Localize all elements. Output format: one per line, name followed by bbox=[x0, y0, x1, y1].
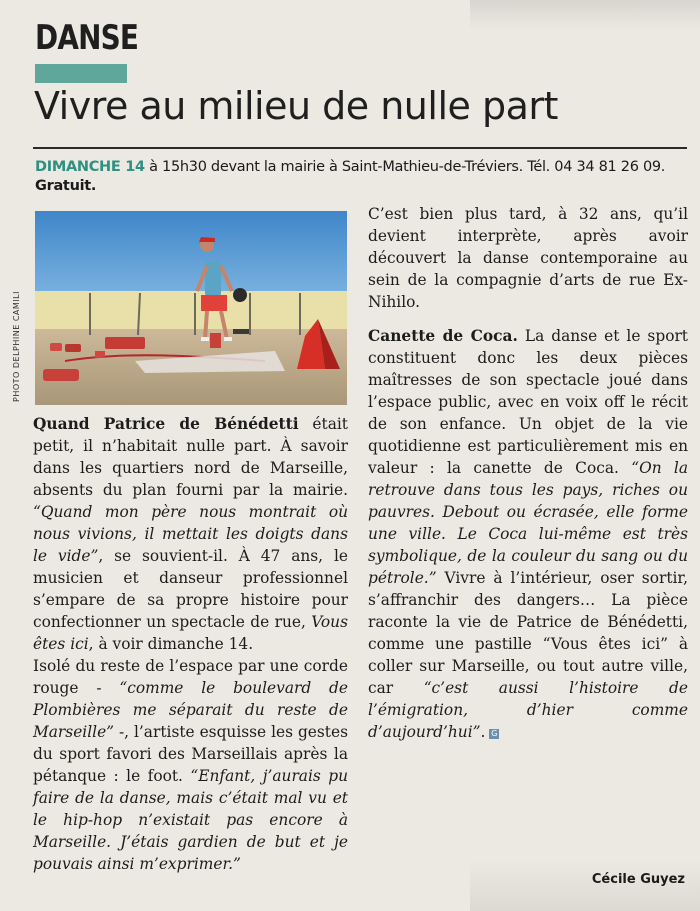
article-paragraph-3 bbox=[368, 325, 688, 743]
article-photo bbox=[35, 211, 347, 405]
text-run: -, l’artiste esquisse les gestes du sport favori des Marseillais après la pétanque : le foot. bbox=[33, 723, 348, 785]
event-details: à 15h30 devant la mairie à Saint-Mathieu-de-Tréviers. Tél. 04 34 81 26 09. bbox=[149, 159, 666, 175]
paragraph-lead: Canette de Coca. bbox=[368, 327, 518, 345]
paragraph-lead: Quand Patrice de Bénédetti bbox=[33, 415, 299, 433]
text-run: La danse et le sport constituent donc les deux pièces maîtresses de son spectacle joué dans l’espace public, avec en voix off le récit de son enfance. Un objet de la vie quotidienne est particulièrement mis en valeur : la canette de Coca. bbox=[368, 327, 688, 477]
photo-credit: PHOTO DELPHINE CAMILI bbox=[12, 291, 21, 402]
headline-rule bbox=[33, 147, 687, 149]
article-paragraph-2-start bbox=[33, 655, 348, 875]
text-run: Vivre à l’intérieur, oser sortir, s’affranchir des dangers… La pièce raconte la vie de Patrice de Bénédetti, comme une pastille “Vous êtes ici” à coller sur Marseille, ou tout autre ville, car bbox=[368, 569, 688, 697]
end-mark-icon: G bbox=[491, 729, 498, 738]
quote: “Quand mon père nous montrait où nous vivions, il mettait les doigts dans le vide” bbox=[33, 503, 348, 565]
article-paragraph-1 bbox=[33, 413, 348, 655]
section-color-bar bbox=[35, 64, 127, 83]
event-price: Gratuit. bbox=[35, 178, 97, 194]
event-date: DIMANCHE 14 bbox=[35, 159, 145, 175]
text-run: . bbox=[480, 723, 486, 741]
text-run: était petit, il n’habitait nulle part. À savoir dans les quartiers nord de Marseille, absents du plan fourni par la mairie. bbox=[33, 415, 348, 499]
event-info bbox=[35, 158, 690, 196]
author-byline: Cécile Guyez bbox=[591, 872, 685, 887]
dancer-photo-illustration bbox=[35, 211, 347, 405]
text-run: C’est bien plus tard, à 32 ans, qu’il devient interprète, après avoir découvert la danse contemporaine au sein de la compagnie d’arts de rue Ex-Nihilo. bbox=[368, 205, 688, 311]
headline: Vivre au milieu de nulle part bbox=[34, 84, 558, 128]
article-column-left bbox=[33, 413, 348, 875]
quote: “On la retrouve dans tous les pays, riches ou pauvres. Debout ou écrasée, elle forme une ville. Le Coca lui-même est très symbolique, de la couleur du sang ou du pétrole.” bbox=[368, 459, 688, 587]
article-column-right bbox=[368, 203, 688, 743]
quote: “comme le boulevard de Plombières me séparait du reste de Marseille” bbox=[33, 679, 348, 741]
show-title: Vous êtes ici bbox=[33, 613, 348, 653]
text-run: Isolé du reste de l’espace par une corde rouge - bbox=[33, 657, 348, 697]
adjacent-article-fragment-top bbox=[470, 0, 700, 30]
section-label: DANSE bbox=[35, 18, 139, 58]
article-paragraph-2-end bbox=[368, 203, 688, 313]
text-run: , à voir dimanche 14. bbox=[88, 635, 254, 653]
quote: “c’est aussi l’histoire de l’émigration, d’hier comme d’aujourd’hui” bbox=[368, 679, 688, 741]
text-run: , se souvient-il. À 47 ans, le musicien et danseur professionnel s’empare de sa propre histoire pour confectionner un spectacle de rue, bbox=[33, 547, 348, 631]
quote: “Enfant, j’aurais pu faire de la danse, mais c’était mal vu et le hip-hop n’existait pas encore à Marseille. J’étais gardien de but et je pouvais ainsi m’exprimer.” bbox=[33, 767, 348, 873]
